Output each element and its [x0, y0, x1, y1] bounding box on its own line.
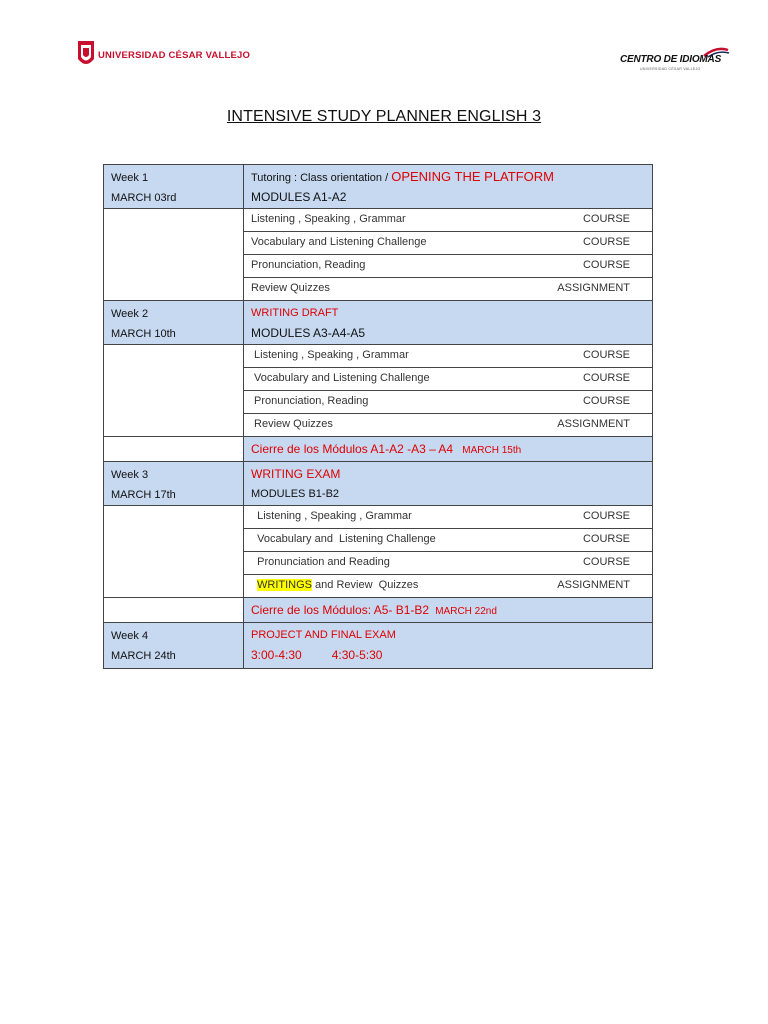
item-tag: COURSE — [582, 213, 630, 225]
centro-idiomas-subtext: UNIVERSIDAD CÉSAR VALLEJO — [640, 67, 701, 71]
week-3-closing-cell — [244, 598, 653, 623]
centro-idiomas-text: CENTRO DE IDIOMAS — [620, 54, 722, 65]
week-3-header-row — [104, 462, 653, 506]
list-item — [244, 278, 652, 300]
week-3-date: MARCH 17th — [111, 489, 176, 501]
item-tag: COURSE — [582, 533, 630, 545]
list-item — [244, 368, 652, 391]
week-2-closing-text: Cierre de los Módulos A1-A2 -A3 – A4 — [251, 442, 454, 456]
list-item — [244, 391, 652, 414]
item-tag: COURSE — [582, 510, 630, 522]
week-2-closing-date: MARCH 15th — [462, 445, 522, 456]
week-1-items-cell — [244, 209, 653, 301]
week-2-header-cell — [244, 301, 653, 345]
week-1-items-row — [104, 209, 653, 301]
week-1-label: Week 1 — [111, 172, 149, 184]
week-3-closing-empty-cell — [104, 598, 244, 623]
item-label: and Review Quizzes — [312, 579, 419, 591]
week-4-date: MARCH 24th — [111, 650, 176, 662]
week-4-times: 3:00-4:30 4:30-5:30 — [251, 648, 383, 662]
week-1-header-row — [104, 165, 653, 209]
writings-highlight: WRITINGS — [257, 579, 312, 591]
week-2-closing-cell — [244, 437, 653, 462]
week-3-closing-text: Cierre de los Módulos: A5- B1-B2 — [251, 603, 430, 617]
week-1-header-cell — [244, 165, 653, 209]
study-planner-table — [103, 164, 653, 669]
week-2-empty-cell — [104, 345, 244, 437]
list-item — [244, 209, 652, 232]
item-tag: ASSIGNMENT — [557, 282, 630, 294]
item-label: Pronunciation, Reading — [251, 395, 369, 407]
item-label: Review Quizzes — [251, 282, 330, 294]
week-2-writing-draft: WRITING DRAFT — [251, 307, 339, 319]
page-title: INTENSIVE STUDY PLANNER ENGLISH 3 — [226, 108, 542, 125]
university-logo-text: UNIVERSIDAD CÉSAR VALLEJO — [98, 50, 251, 61]
centro-idiomas-logo — [620, 44, 730, 74]
item-label: Vocabulary and Listening Challenge — [251, 236, 427, 248]
week-2-date: MARCH 10th — [111, 328, 176, 340]
week-1-empty-cell — [104, 209, 244, 301]
week-1-modules: MODULES A1-A2 — [251, 190, 347, 204]
week-3-closing-row — [104, 598, 653, 623]
week-4-label: Week 4 — [111, 630, 149, 642]
week-1-cell — [104, 165, 244, 209]
item-tag: COURSE — [582, 236, 630, 248]
week-4-project-exam: PROJECT AND FINAL EXAM — [251, 629, 396, 641]
item-tag: ASSIGNMENT — [557, 418, 630, 430]
item-tag: COURSE — [582, 395, 630, 407]
list-item — [244, 529, 652, 552]
item-tag: ASSIGNMENT — [557, 579, 630, 591]
week-2-modules: MODULES A3-A4-A5 — [251, 326, 366, 340]
week-2-items-cell — [244, 345, 653, 437]
week-2-items-row — [104, 345, 653, 437]
week-3-empty-cell — [104, 506, 244, 598]
week-3-label: Week 3 — [111, 469, 149, 481]
item-label: Listening , Speaking , Grammar — [251, 349, 409, 361]
item-label: Listening , Speaking , Grammar — [251, 510, 412, 522]
item-label: Review Quizzes — [251, 418, 333, 430]
week-2-header-row — [104, 301, 653, 345]
week-3-cell — [104, 462, 244, 506]
item-label: Pronunciation, Reading — [251, 259, 366, 271]
week-1-opening-text: OPENING THE PLATFORM — [391, 169, 554, 184]
item-tag: COURSE — [582, 556, 630, 568]
list-item — [244, 232, 652, 255]
week-4-cell — [104, 623, 244, 669]
item-label: Vocabulary and Listening Challenge — [251, 533, 436, 545]
item-label: Vocabulary and Listening Challenge — [251, 372, 430, 384]
item-tag: COURSE — [582, 259, 630, 271]
list-item — [244, 575, 652, 597]
week-2-label: Week 2 — [111, 308, 149, 320]
week-4-header-cell — [244, 623, 653, 669]
week-3-items-row — [104, 506, 653, 598]
item-tag: COURSE — [582, 349, 630, 361]
list-item — [244, 506, 652, 529]
week-3-modules: MODULES B1-B2 — [251, 488, 340, 500]
university-shield-icon — [77, 39, 95, 69]
item-tag: COURSE — [582, 372, 630, 384]
universidad-logo — [77, 38, 250, 70]
week-3-header-cell — [244, 462, 653, 506]
item-label: Listening , Speaking , Grammar — [251, 213, 406, 225]
week-4-header-row — [104, 623, 653, 669]
item-label: Pronunciation and Reading — [251, 556, 390, 568]
week-3-writing-exam: WRITING EXAM — [251, 467, 341, 481]
week-2-cell — [104, 301, 244, 345]
list-item — [244, 255, 652, 278]
list-item — [244, 414, 652, 436]
week-2-closing-empty-cell — [104, 437, 244, 462]
list-item — [244, 345, 652, 368]
week-3-items-cell — [244, 506, 653, 598]
week-1-tutoring-text: Tutoring : Class orientation / — [251, 172, 392, 184]
week-2-closing-row — [104, 437, 653, 462]
week-1-date: MARCH 03rd — [111, 192, 177, 204]
week-3-closing-date: MARCH 22nd — [435, 606, 497, 617]
list-item — [244, 552, 652, 575]
